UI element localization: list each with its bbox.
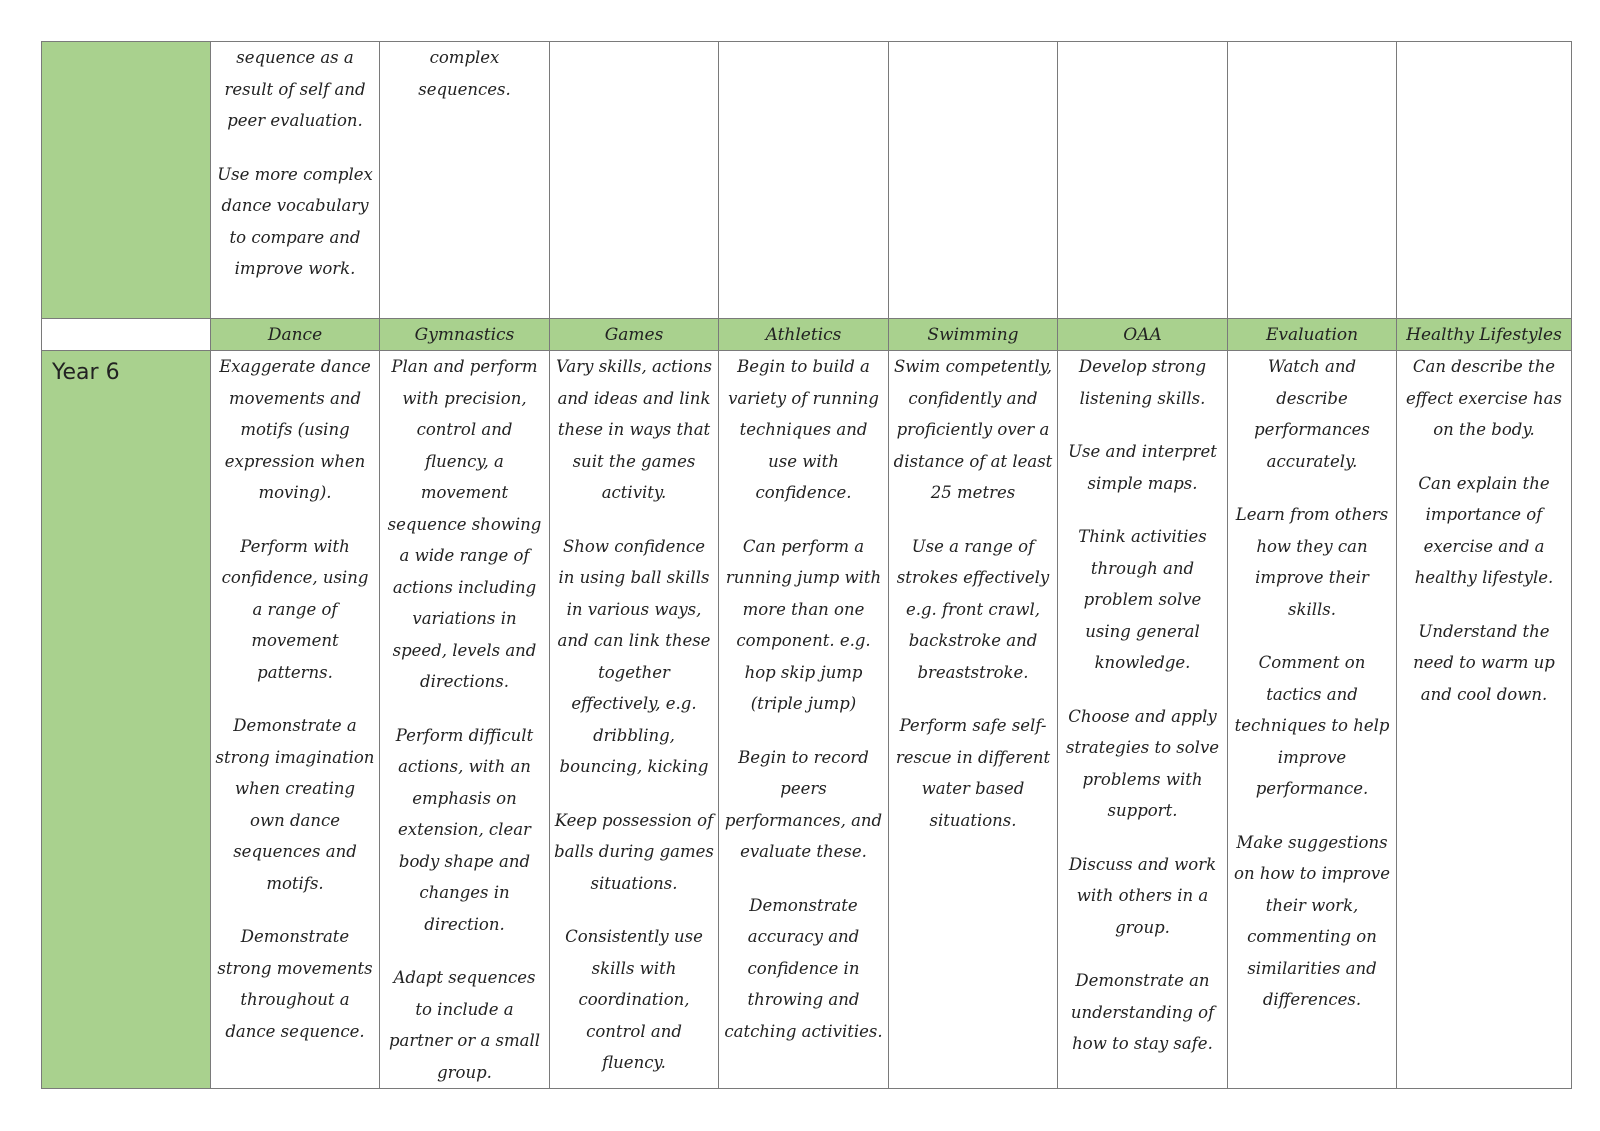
curriculum-table [41,41,1572,1089]
dance-cont-line: sequence as a result of self and peer evaluation. [224,48,366,130]
continuation-dance-cell [211,42,380,319]
continuation-empty-cell [1058,42,1228,319]
header-games: Games [550,319,719,351]
continuation-empty-cell [889,42,1058,319]
header-swimming: Swimming [889,319,1058,351]
continuation-row [42,42,1572,319]
header-evaluation: Evaluation [1228,319,1397,351]
evaluation-cell [1228,351,1397,1089]
header-healthy-lifestyles: Healthy Lifestyles [1397,319,1572,351]
continuation-empty-cell [1397,42,1572,319]
oaa-objective: Use and interpret simple maps. [1068,442,1217,493]
athletics-objective: Can perform a running jump with more than one component. e.g. hop skip jump (triple jump) [725,536,882,713]
dance-objective: Demonstrate a strong imagination when creating own dance sequences and motifs. [215,716,375,893]
gymnastics-objective: Adapt sequences to include a partner or a small group. [388,968,541,1082]
gymnastics-cell [380,351,550,1089]
continuation-empty-cell [719,42,889,319]
continuation-gymnastics-cell [380,42,550,319]
oaa-objective: Discuss and work with others in a group. [1068,854,1217,937]
header-gymnastics: Gymnastics [380,319,550,351]
dance-objective: Exaggerate dance movements and motifs (using expression when moving). [219,357,371,502]
games-objective: Keep possession of balls during games situations. [554,810,714,893]
evaluation-objective: Watch and describe performances accurately. [1254,357,1370,471]
healthy-objective: Understand the need to warm up and cool down. [1413,621,1555,704]
evaluation-objective: Comment on tactics and techniques to help improve performance. [1234,653,1390,798]
swimming-objective: Perform safe self-rescue in different water based situations. [895,716,1051,830]
dance-cell [211,351,380,1089]
header-dance: Dance [211,319,380,351]
healthy-objective: Can describe the effect exercise has on the body. [1406,357,1562,439]
athletics-objective: Begin to record peers performances, and evaluate these. [724,747,883,861]
swimming-objective: Use a range of strokes effectively e.g. front crawl, backstroke and breaststroke. [896,536,1050,682]
gymnastics-objective: Plan and perform with precision, control and fluency, a movement sequence showing a wide range of actions including variations in speed, levels and directions. [387,357,542,691]
evaluation-objective: Learn from others how they can improve their skills. [1235,505,1389,619]
games-objective: Consistently use skills with coordination, control and fluency. [565,927,703,1072]
oaa-objective: Choose and apply strategies to solve problems with support. [1065,706,1220,820]
games-cell [550,351,719,1089]
swimming-cell [889,351,1058,1089]
athletics-objective: Begin to build a variety of running techniques and use with confidence. [728,357,879,502]
evaluation-objective: Make suggestions on how to improve their work, commenting on similarities and differences. [1234,832,1390,1009]
athletics-cell [719,351,889,1089]
header-row [42,319,1572,351]
oaa-objective: Think activities through and problem solve using general knowledge. [1078,527,1207,672]
year-label: Year 6 [42,351,211,1089]
gymnastics-cont-line: complex sequences. [418,48,511,99]
oaa-objective: Develop strong listening skills. [1078,357,1207,408]
healthy-lifestyles-cell [1397,351,1572,1089]
oaa-cell [1058,351,1228,1089]
games-objective: Vary skills, actions and ideas and link these in ways that suit the games activity. [556,357,712,502]
header-athletics: Athletics [719,319,889,351]
dance-objective: Perform with confidence, using a range of movement patterns. [221,536,369,682]
swimming-objective: Swim competently, confidently and proficiently over a distance of at least 25 metres [893,357,1053,502]
continuation-empty-cell [550,42,719,319]
header-corner-cell [42,319,211,351]
gymnastics-objective: Perform difficult actions, with an emphasis on extension, clear body shape and changes in direction. [395,725,534,934]
continuation-empty-cell [1228,42,1397,319]
continuation-year-cell [42,42,211,319]
oaa-objective: Demonstrate an understanding of how to stay safe. [1070,971,1215,1053]
dance-objective: Demonstrate strong movements throughout a dance sequence. [217,927,373,1041]
healthy-objective: Can explain the importance of exercise and a healthy lifestyle. [1414,473,1554,587]
dance-cont-line: Use more complex dance vocabulary to compare and improve work. [217,164,373,278]
games-objective: Show confidence in using ball skills in various ways, and can link these together effectively, e.g. dribbling, bouncing, kicking [557,536,711,776]
year-6-row [42,351,1572,1089]
header-oaa: OAA [1058,319,1228,351]
athletics-objective: Demonstrate accuracy and confidence in throwing and catching activities. [724,895,883,1041]
